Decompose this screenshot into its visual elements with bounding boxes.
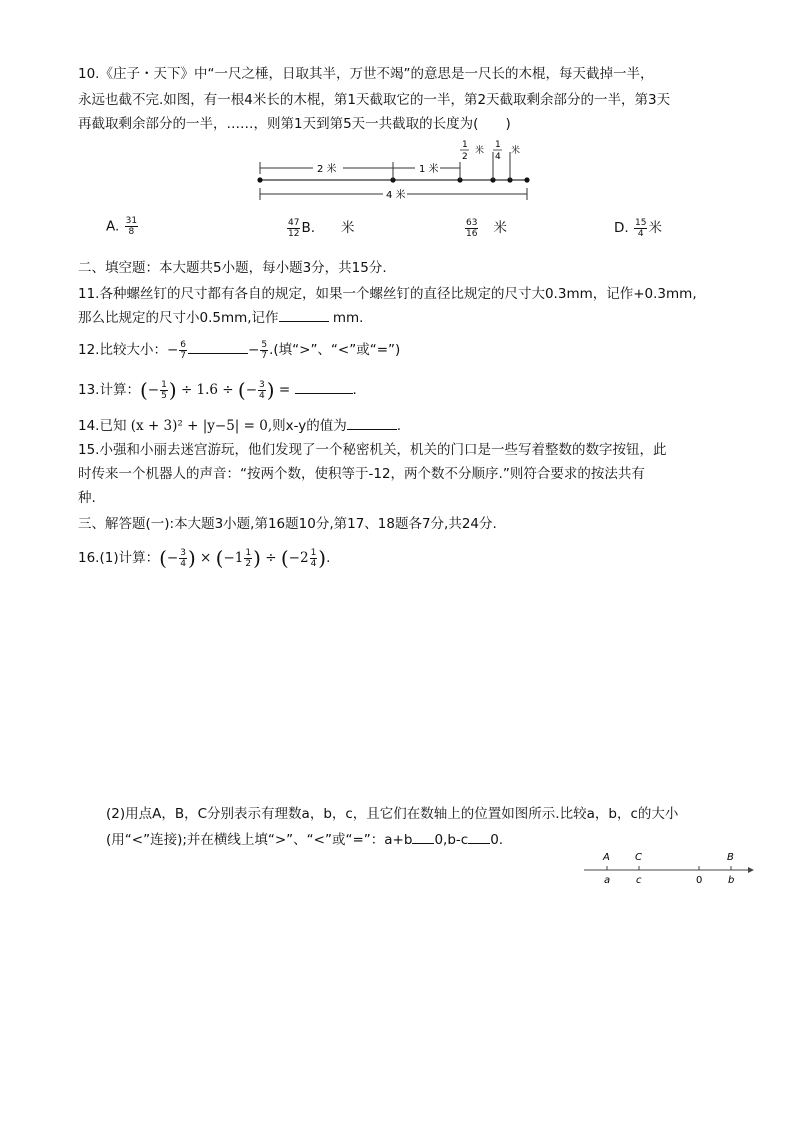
option-c-unit: 米: [493, 220, 507, 236]
label-4m: 4 米: [386, 190, 406, 201]
option-c: [464, 216, 507, 239]
value-a-label: a: [604, 875, 611, 886]
quarter-den: 4: [495, 152, 501, 162]
q14-line: 14.已知 (x + 3)² + |y−5| = 0,则x-y的值为 .: [78, 418, 402, 434]
option-d-label: D.: [614, 220, 629, 236]
quarter-unit: 米: [511, 146, 521, 156]
q16-blank-2[interactable]: [468, 831, 490, 844]
zero-label: 0: [696, 875, 703, 886]
option-c-fraction: $\frac{63}{16}$: [466, 217, 478, 239]
label-1m: 1 米: [419, 164, 439, 175]
q13-line: 13.计算：(− $\frac{1}{5}$ ) ÷ 1.6 ÷ (− $\frac{3}{4}$ ) = .: [78, 378, 357, 402]
option-d-unit: 米: [648, 220, 662, 236]
point-C-label: C: [635, 852, 642, 863]
option-d: [614, 216, 662, 239]
value-b-label: b: [728, 875, 735, 886]
section-2-heading: 二、填空题：本大题共5小题，每小题3分，共15分.: [78, 260, 387, 276]
q12-blank[interactable]: [188, 341, 248, 354]
label-2m: 2 米: [317, 164, 337, 175]
q12-line: 12.比较大小：− $\frac{6}{7}$ − $\frac{5}{7}$ .(填“>”、“<”或“=”): [78, 339, 401, 361]
q11-line2: 那么比规定的尺寸小0.5mm,记作 mm.: [78, 310, 364, 326]
quarter-num: 1: [495, 140, 501, 150]
point-B-label: B: [727, 852, 734, 863]
value-c-label: c: [636, 875, 642, 886]
q16-blank-1[interactable]: [412, 831, 434, 844]
option-b-unit: 米: [341, 220, 355, 236]
stick-figure: [255, 138, 535, 208]
half-num: 1: [462, 140, 468, 150]
q16-part1: 16.(1)计算：(− $\frac{3}{4}$ ) × (−1 $\frac{1}{2}$ ) ÷ (−2 $\frac{1}{4}$ ).: [78, 546, 331, 570]
q10-line2: 永远也截不完.如图，有一根4米长的木棍，第1天截取它的一半，第2天截取剩余部分的一半，第3天: [78, 92, 671, 108]
option-a-label: A.: [106, 218, 120, 235]
q16-part2-line2: (用“<”连接);并在横线上填“>”、“<”或“=”：a+b 0,b-c 0.: [106, 832, 504, 848]
section-3-heading: 三、解答题(一):本大题3小题,第16题10分,第17、18题各7分,共24分.: [78, 516, 497, 532]
q11-blank[interactable]: [279, 309, 329, 322]
option-b: [286, 216, 355, 239]
half-unit: 米: [475, 146, 485, 156]
q15-line1: 15.小强和小丽去迷宫游玩，他们发现了一个秘密机关，机关的门口是一些写着整数的数字按钮，此: [78, 442, 667, 458]
half-den: 2: [462, 152, 468, 162]
q14-blank[interactable]: [347, 417, 397, 430]
q10-line1: 10.《庄子・天下》中“一尺之棰，日取其半，万世不竭”的意思是一尺长的木棍，每天截掉一半，: [78, 66, 654, 82]
q11-line1: 11.各种螺丝钉的尺寸都有各自的规定，如果一个螺丝钉的直径比规定的尺寸大0.3mm，记作+0.3mm,: [78, 286, 697, 302]
option-b-label: B.: [301, 220, 316, 236]
option-d-fraction: $\frac{15}{4}$: [634, 217, 647, 239]
option-a-fraction: $\frac{31}{8}$: [125, 216, 138, 237]
q10-line3: 再截取剩余部分的一半，……，则第1天到第5天一共截取的长度为( ): [78, 116, 511, 132]
q13-blank[interactable]: [295, 381, 353, 394]
q16-part2-line1: (2)用点A，B，C分别表示有理数a，b，c，且它们在数轴上的位置如图所示.比较a，b，c的大小: [106, 806, 679, 822]
q15-line2: 时传来一个机器人的声音：“按两个数，使积等于-12，两个数不分顺序.”则符合要求的按法共有: [78, 466, 645, 482]
point-A-label: A: [603, 852, 610, 863]
q15-line3: 种.: [78, 490, 96, 506]
option-a: [106, 216, 139, 237]
option-b-fraction: $\frac{47}{12}$: [288, 217, 300, 239]
number-line: [580, 846, 755, 886]
